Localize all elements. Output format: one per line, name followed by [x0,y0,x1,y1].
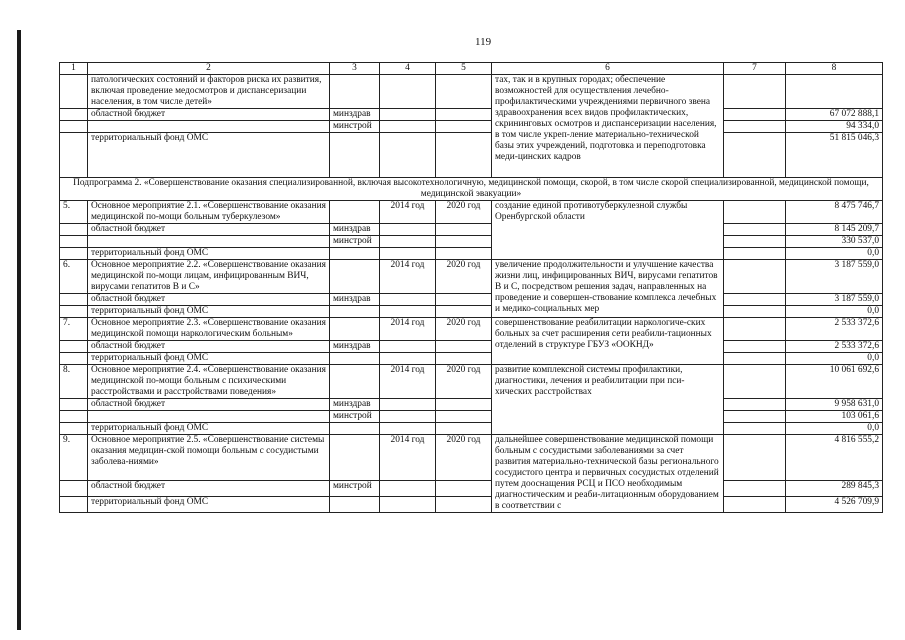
total-amount: 3 187 559,0 [786,260,883,294]
table-row [60,201,883,224]
organization: минздрав [330,294,380,306]
funding-label: областной бюджет [88,480,330,496]
row-number: 8. [60,365,88,399]
table-row [60,133,883,178]
measure-description: развитие комплексной системы профилактики, диагностики, лечения и реабилитации при пси-хических расстройствах [492,365,724,435]
amount: 2 533 372,6 [786,341,883,353]
page-number: 119 [475,36,492,48]
table-row [60,236,883,248]
organization [330,496,380,512]
subprogram-row [60,178,883,201]
column-number: 6 [492,63,724,75]
amount: 4 526 709,9 [786,496,883,512]
funding-label: территориальный фонд ОМС [88,306,330,318]
amount: 3 187 559,0 [786,294,883,306]
funding-label [88,121,330,133]
amount: 0,0 [786,306,883,318]
start-year: 2014 год [380,435,436,481]
amount: 103 061,6 [786,411,883,423]
table-row [60,353,883,365]
column-number: 7 [724,63,786,75]
table-row [60,75,883,109]
table-row [60,294,883,306]
organization: минздрав [330,341,380,353]
organization [330,306,380,318]
table-row [60,365,883,399]
column-number: 8 [786,63,883,75]
row-number: 5. [60,201,88,224]
funding-label: территориальный фонд ОМС [88,248,330,260]
organization: минстрой [330,236,380,248]
funding-label: территориальный фонд ОМС [88,353,330,365]
funding-label: областной бюджет [88,109,330,121]
table-row [60,248,883,260]
organization: минздрав [330,399,380,411]
end-year: 2020 год [436,260,492,294]
column-number: 1 [60,63,88,75]
row-number: 6. [60,260,88,294]
table-row [60,109,883,121]
funding-label: областной бюджет [88,294,330,306]
funding-label: областной бюджет [88,399,330,411]
column-number: 3 [330,63,380,75]
amount: 289 845,3 [786,480,883,496]
row-number: 9. [60,435,88,481]
column-number-row [60,63,883,75]
amount: 94 334,0 [786,121,883,133]
program-table [59,62,883,513]
organization: минстрой [330,411,380,423]
amount: 330 537,0 [786,236,883,248]
total-amount: 10 061 692,6 [786,365,883,399]
column-number: 4 [380,63,436,75]
measure-description: тах, так и в крупных городах; обеспечение возможностей для осуществления лечебно-профилактическими учреждениями первичного звена здравоохранения всех видов профилактических, скрининговых осмотров и диспансеризации населения, в том числе укреп-ление материально-технической базы этих учреждений, подготовка и переподготовка меди-цинских кадров [492,75,724,178]
table-row [60,423,883,435]
measure-description: создание единой противотуберкулезной службы Оренбургской области [492,201,724,260]
organization [330,423,380,435]
table-row [60,411,883,423]
organization: минстрой [330,121,380,133]
measure-title: Основное мероприятие 2.4. «Совершенствование оказания медицинской по-мощи больным с психическими расстройствами и расстройствами поведения» [88,365,330,399]
start-year: 2014 год [380,201,436,224]
measure-title: Основное мероприятие 2.3. «Совершенствование оказания медицинской помощи наркологическим больным» [88,318,330,341]
end-year: 2020 год [436,201,492,224]
total-amount: 8 475 746,7 [786,201,883,224]
funding-label: областной бюджет [88,224,330,236]
measure-description: увеличение продолжительности и улучшение качества жизни лиц, инфицированных ВИЧ, вирусами гепатитов В и С, посредством решения задач, направленных на проведение и совершен-ствование комплекса лечебных и медико-социальных мер [492,260,724,318]
scan-edge-mark [17,30,21,630]
organization: минздрав [330,109,380,121]
table-row [60,224,883,236]
amount: 67 072 888,1 [786,109,883,121]
funding-label: территориальный фонд ОМС [88,423,330,435]
amount: 0,0 [786,423,883,435]
table-row [60,496,883,512]
end-year: 2020 год [436,435,492,481]
end-year: 2020 год [436,365,492,399]
end-year: 2020 год [436,318,492,341]
measure-description: совершенствование реабилитации наркологиче-ских больных за счет расширения сети реабили-тационных отделений в структуре ГБУЗ «ООКНД» [492,318,724,365]
table-row [60,399,883,411]
table-row [60,341,883,353]
organization: минздрав [330,224,380,236]
organization: минстрой [330,480,380,496]
start-year: 2014 год [380,365,436,399]
funding-label [88,411,330,423]
start-year: 2014 год [380,318,436,341]
table-row [60,260,883,294]
measure-title: Основное мероприятие 2.2. «Совершенствование оказания медицинской по-мощи лицам, инфицированным ВИЧ, вирусами гепатитов В и С» [88,260,330,294]
amount: 51 815 046,3 [786,133,883,178]
start-year: 2014 год [380,260,436,294]
table-row [60,121,883,133]
table-row [60,435,883,481]
organization [330,353,380,365]
measure-title: Основное мероприятие 2.1. «Совершенствование оказания медицинской по-мощи больным туберкулезом» [88,201,330,224]
organization [330,248,380,260]
funding-label: территориальный фонд ОМС [88,133,330,178]
measure-title: Основное мероприятие 2.5. «Совершенствование системы оказания медицин-ской помощи больным с сосудистыми заболева-ниями» [88,435,330,481]
table-row [60,318,883,341]
total-amount: 2 533 372,6 [786,318,883,341]
measure-title: патологических состояний и факторов риска их развития, включая проведение медосмотров и диспансеризации населения, в том числе детей» [88,75,330,109]
amount: 8 145 209,7 [786,224,883,236]
amount: 0,0 [786,248,883,260]
subprogram-title: Подпрограмма 2. «Совершенствование оказания специализированной, включая высокотехнологичную, медицинской помощи, скорой, в том числе скорой специализированной, медицинской помощи, медицинской эвакуации» [60,178,883,201]
funding-label: областной бюджет [88,341,330,353]
column-number: 2 [88,63,330,75]
funding-label [88,236,330,248]
amount: 9 958 631,0 [786,399,883,411]
table-row [60,306,883,318]
amount: 0,0 [786,353,883,365]
row-number: 7. [60,318,88,341]
table-row [60,480,883,496]
total-amount: 4 816 555,2 [786,435,883,481]
column-number: 5 [436,63,492,75]
measure-description: дальнейшее совершенствование медицинской помощи больным с сосудистыми заболеваниями за счет развития материально-технической базы регионального сосудистого центра и первичных сосудистых отделений путем дооснащения РСЦ и ПСО необходимым диагностическим и реаби-литационным оборудованием в соответствии с [492,435,724,513]
funding-label: территориальный фонд ОМС [88,496,330,512]
